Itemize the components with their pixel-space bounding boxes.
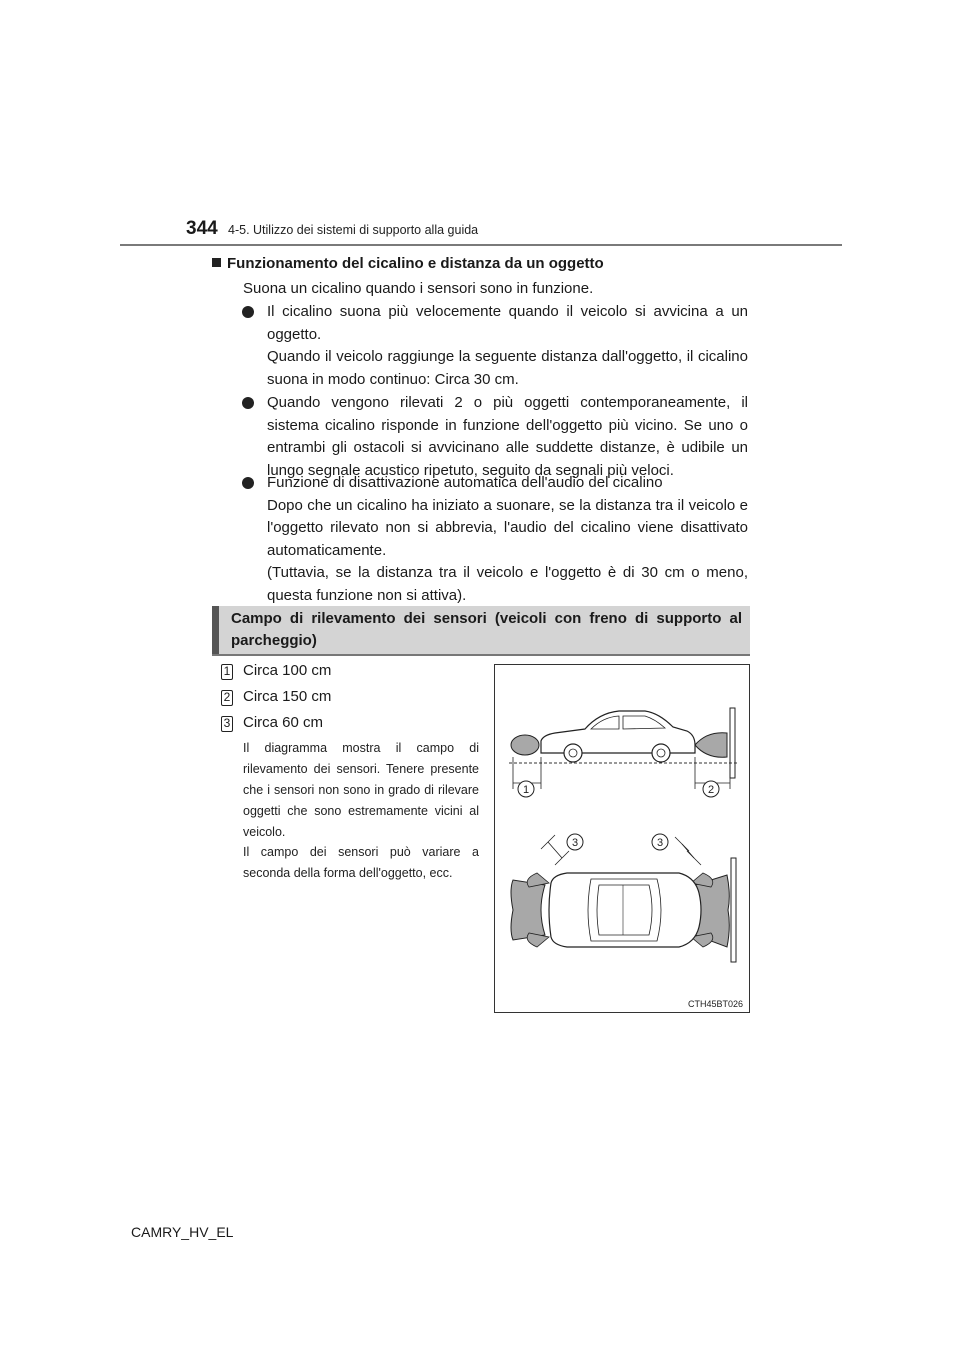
running-head: 4-5. Utilizzo dei sistemi di supporto alla guida: [228, 223, 479, 237]
callout-badge: 1: [221, 664, 233, 680]
figure-code: CTH45BT026: [687, 999, 743, 1009]
sensor-diagram: [495, 665, 749, 1012]
svg-text:3: 3: [571, 837, 579, 849]
range-section-band: [212, 606, 750, 654]
header-rule: [120, 244, 842, 246]
figure-note-2: Il campo dei sensori può variare a seconda della forma dell'oggetto, ecc.: [243, 845, 479, 880]
bullet-3-body: Dopo che un cicalino ha iniziato a suonare, se la distanza tra il veicolo e l'oggetto rilevato non si abbrevia, l'audio del cicalino viene disattivato automaticamente.: [267, 496, 748, 559]
callout-badge: 2: [221, 690, 233, 706]
wall-top: [731, 858, 736, 962]
svg-text:3: 3: [656, 837, 664, 849]
section-title-text: Funzionamento del cicalino e distanza da un oggetto: [227, 255, 604, 272]
bullet-dot-icon: [242, 306, 254, 318]
range-item-label: Circa 100 cm: [243, 662, 332, 679]
bullet-dot-icon: [242, 477, 254, 489]
figure-note-1: Il diagramma mostra il campo di rilevamento dei sensori. Tenere presente che i sensori non sono in grado di rilevare oggetti che sono estremamente vicini al veicolo.: [243, 741, 479, 839]
range-item-label: Circa 60 cm: [243, 714, 324, 731]
footer-model: CAMRY_HV_EL: [131, 1224, 234, 1240]
bullet-2-text: Quando vengono rilevati 2 o più oggetti contemporaneamente, il sistema cicalino risponde in funzione dell'oggetto più vicino. Se uno o entrambi gli ostacoli si avvicinano alle suddette distanze, è udibile un lungo segnale acustico ripetuto, seguito da segnali più veloci.: [267, 394, 748, 479]
range-section-title: Campo di rilevamento dei sensori (veicoli con freno di supporto al parcheggio): [231, 610, 742, 649]
wall-side: [730, 708, 735, 778]
front-sensor-bubble: [695, 733, 727, 758]
range-item-3: [221, 714, 323, 731]
svg-text:2: 2: [707, 784, 715, 796]
rear-sensor-zone: [511, 880, 545, 940]
sensor-range-figure: [494, 664, 750, 1013]
range-item-1: [221, 662, 331, 679]
square-bullet-icon: [212, 258, 221, 267]
bullet-item-3: [243, 472, 748, 607]
bullet-item-2: [243, 392, 748, 482]
section-title: [212, 255, 604, 272]
bullet-1-text-b: Quando il veicolo raggiunge la seguente distanza dall'oggetto, il cicalino suona in modo continuo: Circa 30 cm.: [267, 348, 748, 388]
range-item-label: Circa 150 cm: [243, 688, 332, 705]
band-rule: [212, 654, 750, 656]
intro-text: Suona un cicalino quando i sensori sono in funzione.: [243, 280, 594, 297]
callout-badge: 3: [221, 716, 233, 732]
bullet-1-text: Il cicalino suona più velocemente quando il veicolo si avvicina a un oggetto.: [267, 303, 748, 343]
page-number: 344: [186, 218, 218, 239]
svg-text:1: 1: [522, 784, 530, 796]
range-item-2: [221, 688, 331, 705]
rear-sensor-bubble: [511, 735, 539, 755]
bullet-dot-icon: [242, 397, 254, 409]
bullet-3-heading: Funzione di disattivazione automatica dell'audio del cicalino: [267, 474, 663, 491]
bullet-3-note: (Tuttavia, se la distanza tra il veicolo e l'oggetto è di 30 cm o meno, questa funzione non si attiva).: [267, 564, 748, 604]
bullet-item-1: [243, 301, 748, 391]
